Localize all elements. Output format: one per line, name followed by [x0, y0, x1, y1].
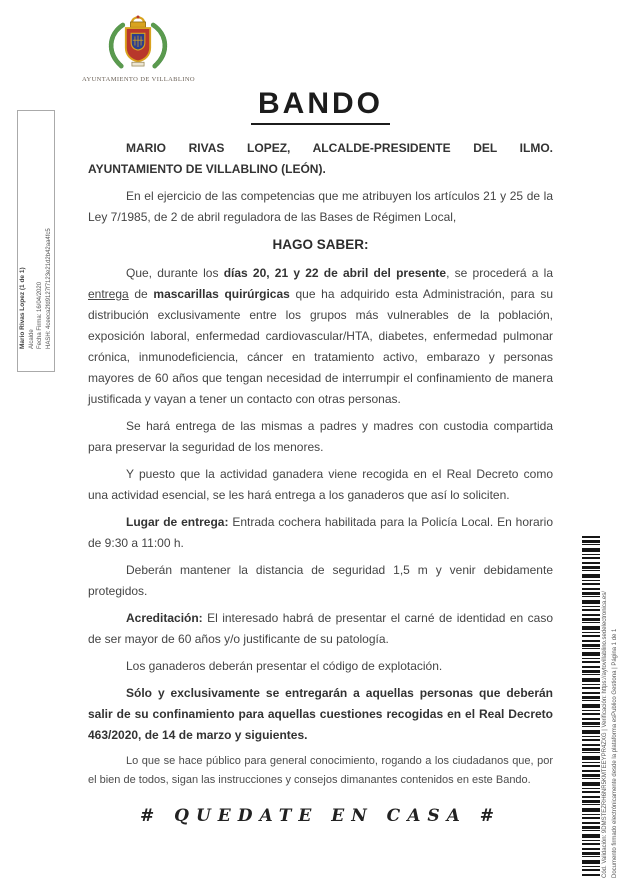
paragraph-custody: Se hará entrega de las mismas a padres y madres con custodia compartida para preservar la seguridad de los menores.: [88, 419, 553, 454]
footer-slogan: # QUEDATE EN CASA #: [139, 806, 502, 826]
paragraph-intro-authority: MARIO RIVAS LOPEZ, ALCALDE-PRESIDENTE DEL ILMO. AYUNTAMIENTO DE VILLABLINO (LEÓN).: [88, 141, 553, 176]
stamp-line: Alcalde: [28, 329, 35, 349]
paragraph-livestock: Y puesto que la actividad ganadera viene recogida en el Real Decreto como una actividad esencial, se les hará entrega a los ganaderos que así lo soliciten.: [88, 467, 553, 502]
signed-platform-line: Documento firmado electrónicamente desde la plataforma esPublico Gestiona | Página 1 de 1: [611, 628, 618, 878]
paragraph-legal-basis: En el ejercicio de las competencias que me atribuyen los artículos 21 y 25 de la Ley 7/1985, de 2 de abril reguladora de las Bases de Régimen Local,: [88, 189, 553, 224]
stamp-line: HASH: 4ceeca2fd9127f7123e21d2b42aa4fc5: [45, 228, 52, 349]
signature-stamp-box: [17, 110, 55, 372]
validation-code-line: Cód. Validación: 9DMSTEZRH6NR5KMTEEYPR4ZXG | Verificación: https://aytovillablino.sedelectronica.es/: [602, 591, 608, 878]
document-title: BANDO: [251, 88, 390, 125]
villablino-coat-of-arms-icon: [100, 14, 176, 74]
paragraph-closing: Lo que se hace público para general conocimiento, rogando a los ciudadanos que, por el bien de todos, sigan las instrucciones y consejos dimanantes contenidos en este Bando.: [88, 755, 553, 786]
paragraph-delivery-place: Lugar de entrega: Entrada cochera habilitada para la Policía Local. En horario de 9:30 a 11:00 h.: [88, 515, 553, 550]
paragraph-mask-distribution: Que, durante los días 20, 21 y 22 de abril del presente, se procederá a la entrega de mascarillas quirúrgicas que ha adquirido esta Administración, para su distribución exclusivamente entre los grupos más vulnerables de la población, exposición laboral, enfermedad cardiovascular/HTA, diabetes, enfermedad pulmonar crónica, inmunodeficiencia, cáncer en tratamiento activo, embarazo y personas mayores de 60 años que tengan necesidad de interrumpir el confinamiento de manera justificada y vayan a tener un contacto con otras personas.: [88, 266, 553, 406]
paragraph-accreditation: Acreditación: El interesado habrá de presentar el carné de identidad en caso de ser mayor de 60 años y/o justificante de su patología.: [88, 611, 553, 646]
paragraph-livestock-code: Los ganaderos deberán presentar el código de explotación.: [126, 659, 443, 673]
validation-stamp: [601, 536, 622, 878]
municipality-logo: [82, 14, 194, 83]
paragraph-exclusivity: Sólo y exclusivamente se entregarán a aquellas personas que deberán salir de su confinamiento para aquellas cuestiones recogidas en el Real Decreto 463/2020, de 14 de marzo y siguientes.: [88, 686, 553, 742]
stamp-line: Fecha Firma: 16/04/2020: [37, 281, 44, 349]
org-name: AYUNTAMIENTO DE VILLABLINO: [82, 76, 196, 83]
document-body: [88, 138, 553, 796]
validation-barcode: [582, 536, 600, 878]
paragraph-safety-distance: Deberán mantener la distancia de seguridad 1,5 m y venir debidamente protegidos.: [88, 563, 553, 598]
stamp-line: Mario Rivas Lopez (1 de 1): [19, 267, 26, 349]
paragraph-hago-saber-heading: HAGO SABER:: [272, 237, 369, 252]
signature-stamp-lines: [18, 111, 54, 371]
